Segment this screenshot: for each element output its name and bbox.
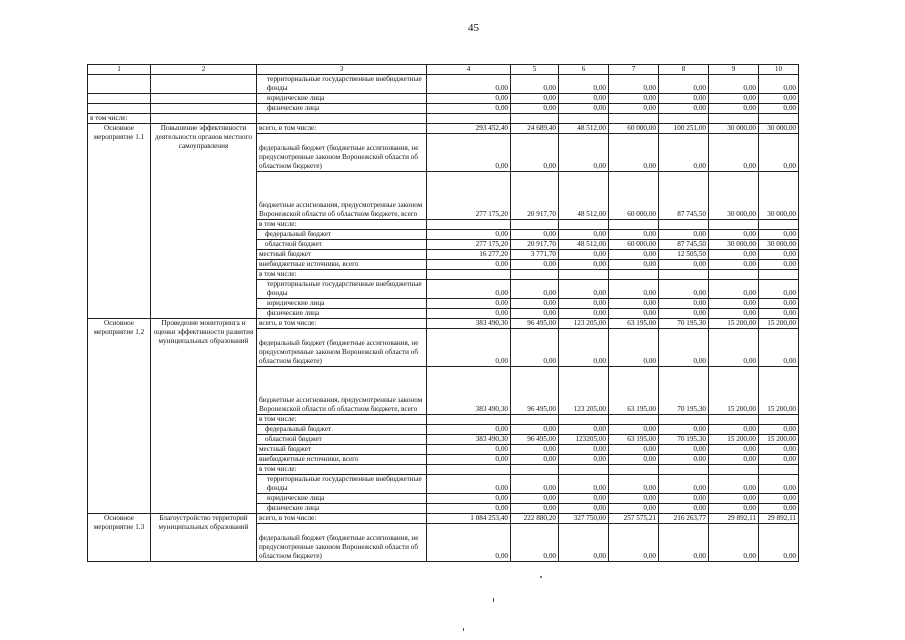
value-cell: 0,00 [559, 250, 609, 260]
row-label: физические лица [257, 504, 427, 514]
value-cell: 20 917,70 [511, 240, 559, 250]
value-cell: 383 490,30 [427, 367, 511, 415]
value-cell: 0,00 [659, 134, 709, 172]
page-number: 45 [468, 22, 479, 34]
value-cell: 0,00 [427, 494, 511, 504]
value-cell: 15 200,00 [759, 367, 799, 415]
value-cell: 383 490,30 [427, 319, 511, 329]
value-cell: 0,00 [609, 425, 659, 435]
value-cell: 0,00 [759, 425, 799, 435]
value-cell: 123 205,00 [559, 319, 609, 329]
value-cell [759, 415, 799, 425]
value-cell: 0,00 [609, 299, 659, 309]
value-cell: 0,00 [427, 475, 511, 494]
row-label: территориальные государственные внебюджетные фонды [257, 280, 427, 299]
measure-name: Повышение эффективности деятельности органов местного самоуправления [151, 124, 257, 319]
value-cell: 0,00 [609, 524, 659, 562]
blank-cell [151, 104, 257, 114]
value-cell: 30 000,00 [709, 172, 759, 220]
value-cell: 327 750,00 [559, 514, 609, 524]
column-header: 6 [559, 65, 609, 75]
value-cell: 0,00 [709, 455, 759, 465]
value-cell: 0,00 [709, 309, 759, 319]
value-cell: 0,00 [609, 455, 659, 465]
value-cell [759, 270, 799, 280]
value-cell: 0,00 [709, 504, 759, 514]
value-cell: 0,00 [759, 445, 799, 455]
value-cell: 15 200,00 [709, 367, 759, 415]
value-cell: 0,00 [609, 94, 659, 104]
row-label: в том числе: [257, 270, 427, 280]
value-cell: 0,00 [659, 329, 709, 367]
value-cell: 0,00 [559, 445, 609, 455]
row-label: местный бюджет [257, 250, 427, 260]
value-cell: 48 512,00 [559, 124, 609, 134]
value-cell: 0,00 [427, 309, 511, 319]
value-cell: 15 200,00 [759, 319, 799, 329]
column-header: 3 [257, 65, 427, 75]
value-cell: 0,00 [659, 230, 709, 240]
row-label: федеральный бюджет [257, 230, 427, 240]
value-cell: 0,00 [659, 455, 709, 465]
value-cell: 0,00 [511, 280, 559, 299]
blank-cell [427, 114, 511, 124]
value-cell [559, 415, 609, 425]
value-cell: 0,00 [709, 329, 759, 367]
value-cell [759, 465, 799, 475]
value-cell: 29 892,11 [759, 514, 799, 524]
measure-name: Благоустройство территорий муниципальных образований [151, 514, 257, 562]
value-cell [709, 270, 759, 280]
scan-mark [540, 576, 542, 578]
value-cell: 222 880,20 [511, 514, 559, 524]
row-label: областной бюджет [257, 435, 427, 445]
value-cell [511, 465, 559, 475]
value-cell: 87 745,50 [659, 172, 709, 220]
value-cell: 63 195,00 [609, 367, 659, 415]
budget-table [87, 64, 799, 562]
row-label: всего, в том числе: [257, 124, 427, 134]
value-cell [709, 465, 759, 475]
value-cell: 383 490,30 [427, 435, 511, 445]
blank-cell [559, 114, 609, 124]
scan-mark [493, 598, 494, 602]
value-cell: 0,00 [559, 425, 609, 435]
table-row [88, 124, 799, 134]
row-label: в том числе: [257, 220, 427, 230]
blank-cell [257, 114, 427, 124]
value-cell: 277 175,20 [427, 172, 511, 220]
value-cell: 29 892,11 [709, 514, 759, 524]
value-cell: 0,00 [559, 94, 609, 104]
value-cell [427, 270, 511, 280]
value-cell: 0,00 [709, 494, 759, 504]
value-cell: 0,00 [709, 230, 759, 240]
row-label: областной бюджет [257, 240, 427, 250]
value-cell: 60 000,00 [609, 172, 659, 220]
row-label: физические лица [257, 104, 427, 114]
value-cell: 0,00 [427, 299, 511, 309]
row-label: местный бюджет [257, 445, 427, 455]
blank-cell [88, 94, 151, 104]
row-label: федеральный бюджет (бюджетные ассигнования, не предусмотренные законом Воронежской области об областном бюджете) [257, 524, 427, 562]
value-cell: 0,00 [559, 104, 609, 114]
column-header: 4 [427, 65, 511, 75]
value-cell: 0,00 [559, 260, 609, 270]
measure-code: Основное мероприятие 1.2 [88, 319, 151, 514]
value-cell: 24 689,40 [511, 124, 559, 134]
row-label: территориальные государственные внебюджетные фонды [257, 475, 427, 494]
value-cell: 0,00 [427, 104, 511, 114]
row-label: физические лица [257, 309, 427, 319]
value-cell: 0,00 [511, 230, 559, 240]
value-cell: 30 000,00 [759, 240, 799, 250]
row-label: федеральный бюджет (бюджетные ассигнования, не предусмотренные законом Воронежской области об областном бюджете) [257, 134, 427, 172]
value-cell: 0,00 [609, 134, 659, 172]
value-cell: 12 505,50 [659, 250, 709, 260]
row-label: федеральный бюджет [257, 425, 427, 435]
value-cell: 0,00 [609, 230, 659, 240]
value-cell: 0,00 [759, 250, 799, 260]
value-cell: 0,00 [511, 425, 559, 435]
value-cell: 0,00 [609, 494, 659, 504]
value-cell: 0,00 [511, 524, 559, 562]
value-cell: 0,00 [511, 299, 559, 309]
blank-cell [511, 114, 559, 124]
value-cell: 257 575,21 [609, 514, 659, 524]
value-cell: 0,00 [609, 280, 659, 299]
value-cell: 0,00 [709, 280, 759, 299]
value-cell: 0,00 [511, 75, 559, 94]
blank-cell [759, 114, 799, 124]
table-row [88, 94, 799, 104]
value-cell: 0,00 [709, 260, 759, 270]
value-cell: 0,00 [659, 475, 709, 494]
value-cell [609, 270, 659, 280]
measure-code: Основное мероприятие 1.1 [88, 124, 151, 319]
value-cell [659, 465, 709, 475]
blank-cell [659, 114, 709, 124]
value-cell: 16 277,20 [427, 250, 511, 260]
value-cell: 0,00 [609, 250, 659, 260]
row-label: юридические лица [257, 94, 427, 104]
value-cell: 70 195,30 [659, 367, 709, 415]
value-cell [659, 220, 709, 230]
value-cell: 0,00 [659, 280, 709, 299]
value-cell: 0,00 [609, 504, 659, 514]
value-cell: 20 917,70 [511, 172, 559, 220]
value-cell: 0,00 [427, 504, 511, 514]
value-cell: 0,00 [427, 280, 511, 299]
value-cell: 0,00 [427, 445, 511, 455]
value-cell: 0,00 [511, 445, 559, 455]
value-cell: 0,00 [709, 425, 759, 435]
blank-cell [88, 104, 151, 114]
value-cell: 60 000,00 [609, 124, 659, 134]
value-cell [709, 415, 759, 425]
value-cell: 70 195,30 [659, 319, 709, 329]
value-cell [759, 220, 799, 230]
column-header: 7 [609, 65, 659, 75]
value-cell: 0,00 [511, 104, 559, 114]
value-cell: 0,00 [759, 260, 799, 270]
value-cell: 0,00 [759, 504, 799, 514]
blank-cell [151, 94, 257, 104]
value-cell: 0,00 [559, 309, 609, 319]
blank-cell [151, 75, 257, 94]
value-cell: 0,00 [759, 230, 799, 240]
value-cell: 30 000,00 [709, 124, 759, 134]
value-cell: 0,00 [759, 94, 799, 104]
section-separator-row [88, 114, 799, 124]
row-label: внебюджетные источники, всего [257, 260, 427, 270]
value-cell: 96 495,00 [511, 367, 559, 415]
blank-cell [88, 75, 151, 94]
value-cell: 0,00 [759, 299, 799, 309]
row-label: юридические лица [257, 299, 427, 309]
value-cell: 0,00 [659, 94, 709, 104]
value-cell: 63 195,00 [609, 435, 659, 445]
value-cell: 30 000,00 [759, 124, 799, 134]
value-cell: 0,00 [559, 299, 609, 309]
value-cell: 1 084 253,40 [427, 514, 511, 524]
value-cell: 0,00 [427, 524, 511, 562]
value-cell [609, 465, 659, 475]
row-label: всего, в том числе: [257, 319, 427, 329]
blank-cell [151, 114, 257, 124]
value-cell: 0,00 [609, 309, 659, 319]
value-cell: 0,00 [759, 104, 799, 114]
value-cell: 96 495,00 [511, 435, 559, 445]
column-header: 10 [759, 65, 799, 75]
value-cell: 0,00 [559, 475, 609, 494]
value-cell: 0,00 [709, 134, 759, 172]
column-header-row [88, 65, 799, 75]
value-cell: 70 195,30 [659, 435, 709, 445]
scan-mark [463, 628, 464, 631]
value-cell: 0,00 [511, 329, 559, 367]
value-cell [559, 270, 609, 280]
value-cell: 216 263,77 [659, 514, 709, 524]
row-label: всего, в том числе: [257, 514, 427, 524]
blank-cell [709, 114, 759, 124]
value-cell: 0,00 [709, 75, 759, 94]
value-cell: 96 495,00 [511, 319, 559, 329]
value-cell: 0,00 [609, 260, 659, 270]
value-cell: 0,00 [659, 260, 709, 270]
value-cell: 0,00 [511, 455, 559, 465]
value-cell: 0,00 [427, 230, 511, 240]
value-cell [511, 220, 559, 230]
measure-code: Основное мероприятие 1.3 [88, 514, 151, 562]
value-cell: 3 771,70 [511, 250, 559, 260]
value-cell: 0,00 [609, 475, 659, 494]
value-cell [559, 465, 609, 475]
value-cell: 0,00 [609, 75, 659, 94]
value-cell: 0,00 [709, 299, 759, 309]
value-cell [659, 415, 709, 425]
value-cell: 0,00 [559, 524, 609, 562]
column-header: 1 [88, 65, 151, 75]
value-cell: 0,00 [427, 455, 511, 465]
row-label: юридические лица [257, 494, 427, 504]
value-cell: 0,00 [759, 455, 799, 465]
value-cell: 0,00 [659, 299, 709, 309]
column-header: 2 [151, 65, 257, 75]
value-cell: 0,00 [709, 94, 759, 104]
value-cell [427, 415, 511, 425]
value-cell: 0,00 [759, 475, 799, 494]
value-cell: 48 512,00 [559, 172, 609, 220]
value-cell [609, 415, 659, 425]
value-cell: 0,00 [559, 230, 609, 240]
value-cell: 0,00 [559, 134, 609, 172]
value-cell: 0,00 [559, 329, 609, 367]
value-cell: 0,00 [559, 504, 609, 514]
value-cell [709, 220, 759, 230]
row-label: бюджетные ассигнования, предусмотренные законом Воронежской области об областном бюджете, всего [257, 172, 427, 220]
value-cell: 0,00 [511, 94, 559, 104]
value-cell: 123 205,00 [559, 367, 609, 415]
value-cell: 0,00 [609, 329, 659, 367]
value-cell: 0,00 [659, 445, 709, 455]
value-cell: 277 175,20 [427, 240, 511, 250]
table-row [88, 75, 799, 94]
row-label: федеральный бюджет (бюджетные ассигнования, не предусмотренные законом Воронежской области об областном бюджете) [257, 329, 427, 367]
value-cell: 48 512,00 [559, 240, 609, 250]
value-cell: 123205,00 [559, 435, 609, 445]
column-header: 5 [511, 65, 559, 75]
value-cell: 0,00 [511, 504, 559, 514]
value-cell: 0,00 [659, 309, 709, 319]
value-cell: 0,00 [709, 250, 759, 260]
value-cell [427, 465, 511, 475]
value-cell: 0,00 [427, 260, 511, 270]
value-cell: 0,00 [559, 455, 609, 465]
value-cell: 0,00 [759, 134, 799, 172]
value-cell: 0,00 [709, 445, 759, 455]
value-cell [511, 270, 559, 280]
value-cell: 0,00 [759, 75, 799, 94]
value-cell [427, 220, 511, 230]
value-cell: 0,00 [559, 494, 609, 504]
value-cell: 0,00 [659, 504, 709, 514]
value-cell: 63 195,00 [609, 319, 659, 329]
value-cell: 0,00 [427, 75, 511, 94]
value-cell: 0,00 [609, 104, 659, 114]
column-header: 8 [659, 65, 709, 75]
value-cell: 0,00 [759, 494, 799, 504]
value-cell: 0,00 [759, 524, 799, 562]
value-cell: 0,00 [427, 94, 511, 104]
row-label: в том числе: [257, 415, 427, 425]
value-cell: 0,00 [659, 425, 709, 435]
value-cell: 100 251,00 [659, 124, 709, 134]
table-row [88, 104, 799, 114]
value-cell: 0,00 [511, 309, 559, 319]
value-cell: 0,00 [659, 524, 709, 562]
value-cell: 15 200,00 [759, 435, 799, 445]
row-label: территориальные государственные внебюджетные фонды [257, 75, 427, 94]
value-cell: 0,00 [511, 475, 559, 494]
row-label: в том числе: [257, 465, 427, 475]
value-cell: 0,00 [427, 425, 511, 435]
value-cell [659, 270, 709, 280]
value-cell: 30 000,00 [709, 240, 759, 250]
value-cell: 15 200,00 [709, 435, 759, 445]
table-row [88, 319, 799, 329]
value-cell: 0,00 [759, 329, 799, 367]
value-cell: 293 452,40 [427, 124, 511, 134]
row-label: внебюджетные источники, всего [257, 455, 427, 465]
value-cell: 0,00 [511, 134, 559, 172]
value-cell: 0,00 [709, 104, 759, 114]
value-cell: 87 745,50 [659, 240, 709, 250]
value-cell: 0,00 [559, 75, 609, 94]
value-cell: 0,00 [511, 260, 559, 270]
value-cell: 0,00 [659, 494, 709, 504]
value-cell: 0,00 [511, 494, 559, 504]
value-cell: 0,00 [659, 75, 709, 94]
value-cell [559, 220, 609, 230]
value-cell: 0,00 [559, 280, 609, 299]
value-cell: 15 200,00 [709, 319, 759, 329]
blank-cell [609, 114, 659, 124]
value-cell: 0,00 [759, 280, 799, 299]
value-cell: 0,00 [427, 329, 511, 367]
value-cell: 0,00 [709, 475, 759, 494]
value-cell: 0,00 [427, 134, 511, 172]
value-cell [609, 220, 659, 230]
in-that-number-label: в том числе: [88, 114, 151, 124]
table-row [88, 514, 799, 524]
row-label: бюджетные ассигнования, предусмотренные законом Воронежской области об областном бюджете, всего [257, 367, 427, 415]
value-cell: 0,00 [709, 524, 759, 562]
value-cell: 0,00 [659, 104, 709, 114]
column-header: 9 [709, 65, 759, 75]
value-cell: 0,00 [759, 309, 799, 319]
value-cell: 60 000,00 [609, 240, 659, 250]
value-cell: 0,00 [609, 445, 659, 455]
value-cell [511, 415, 559, 425]
value-cell: 30 000,00 [759, 172, 799, 220]
measure-name: Проведение мониторинга и оценки эффективности развития муниципальных образований [151, 319, 257, 514]
